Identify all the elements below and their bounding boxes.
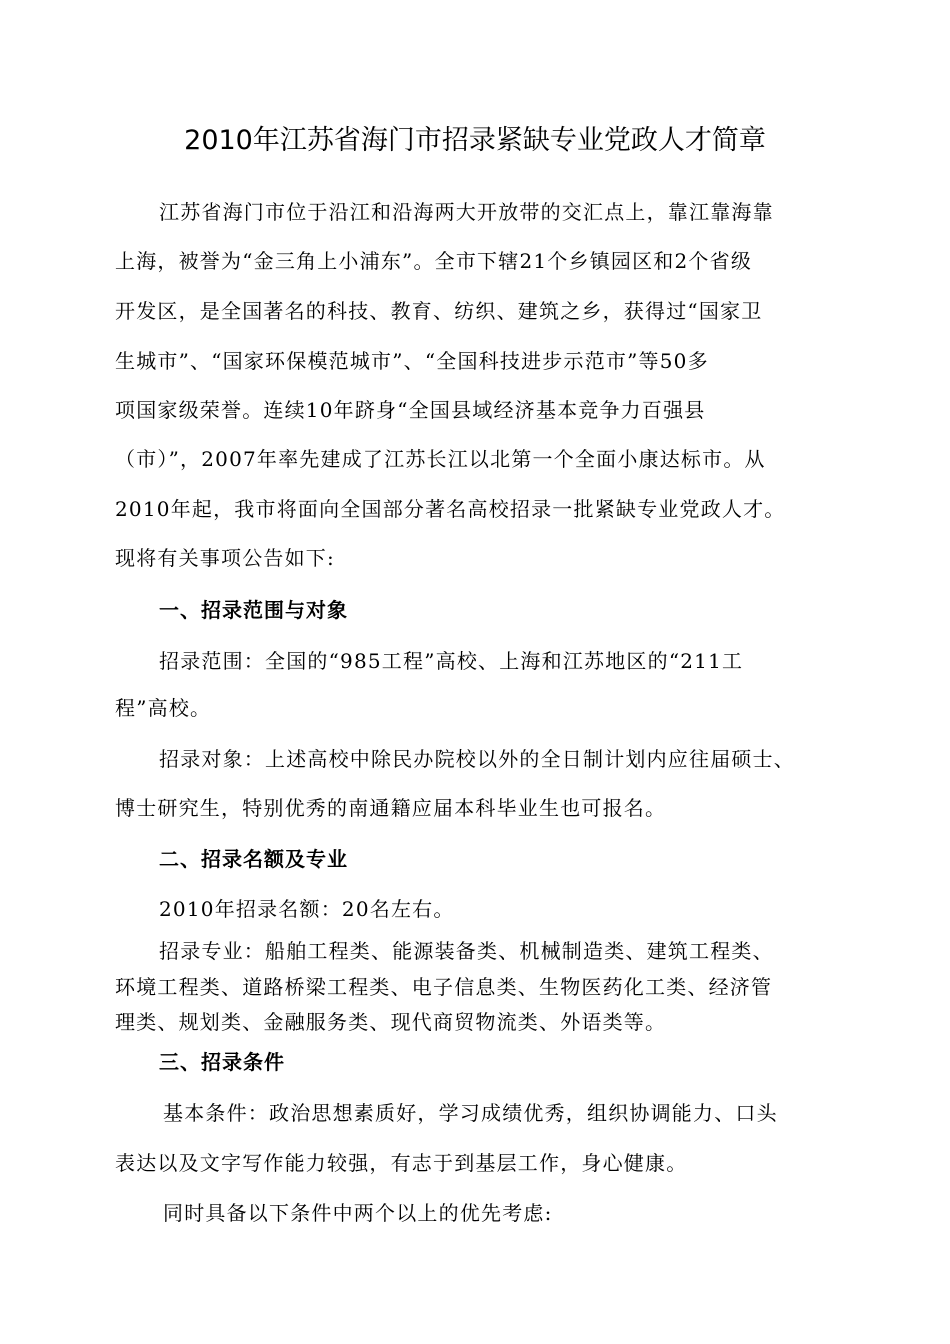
section-heading-scope: 一、招录范围与对象	[159, 598, 348, 622]
quota-line: 2010年招录名额：20名左右。	[159, 897, 455, 921]
section-heading-quota: 二、招录名额及专业	[159, 847, 348, 871]
basic-condition-line: 表达以及文字写作能力较强，有志于到基层工作，身心健康。	[115, 1151, 688, 1175]
intro-line: 上海，被誉为“金三角上小浦东”。全市下辖21个乡镇园区和2个省级	[115, 249, 753, 273]
scope-line: 程”高校。	[115, 696, 212, 720]
target-line: 博士研究生，特别优秀的南通籍应届本科毕业生也可报名。	[115, 796, 667, 820]
intro-line: 项国家级荣誉。连续10年跻身“全国县域经济基本竞争力百强县	[115, 398, 706, 422]
majors-line: 环境工程类、道路桥梁工程类、电子信息类、生物医药化工类、经济管	[115, 975, 773, 999]
intro-line: 现将有关事项公告如下:	[115, 546, 335, 570]
majors-line: 理类、规划类、金融服务类、现代商贸物流类、外语类等。	[115, 1010, 667, 1034]
document-title: 2010年江苏省海门市招录紧缺专业党政人才简章	[184, 125, 766, 156]
intro-line: 2010年起，我市将面向全国部分著名高校招录一批紧缺专业党政人才。	[115, 497, 786, 521]
majors-line: 招录专业：船舶工程类、能源装备类、机械制造类、建筑工程类、	[159, 939, 774, 963]
intro-line: 生城市”、“国家环保模范城市”、“全国科技进步示范市”等50多	[115, 349, 709, 373]
intro-line: 江苏省海门市位于沿江和沿海两大开放带的交汇点上，靠江靠海靠	[159, 200, 774, 224]
basic-condition-line: 基本条件：政治思想素质好，学习成绩优秀，组织协调能力、口头	[163, 1101, 778, 1125]
section-heading-conditions: 三、招录条件	[159, 1050, 285, 1074]
scope-line: 招录范围：全国的“985工程”高校、上海和江苏地区的“211工	[159, 649, 744, 673]
intro-line: （市）”，2007年率先建成了江苏长江以北第一个全面小康达标市。从	[115, 447, 766, 471]
priority-line: 同时具备以下条件中两个以上的优先考虑:	[163, 1201, 553, 1225]
target-line: 招录对象：上述高校中除民办院校以外的全日制计划内应往届硕士、	[159, 747, 795, 771]
intro-line: 开发区，是全国著名的科技、教育、纺织、建筑之乡，获得过“国家卫	[115, 299, 763, 323]
